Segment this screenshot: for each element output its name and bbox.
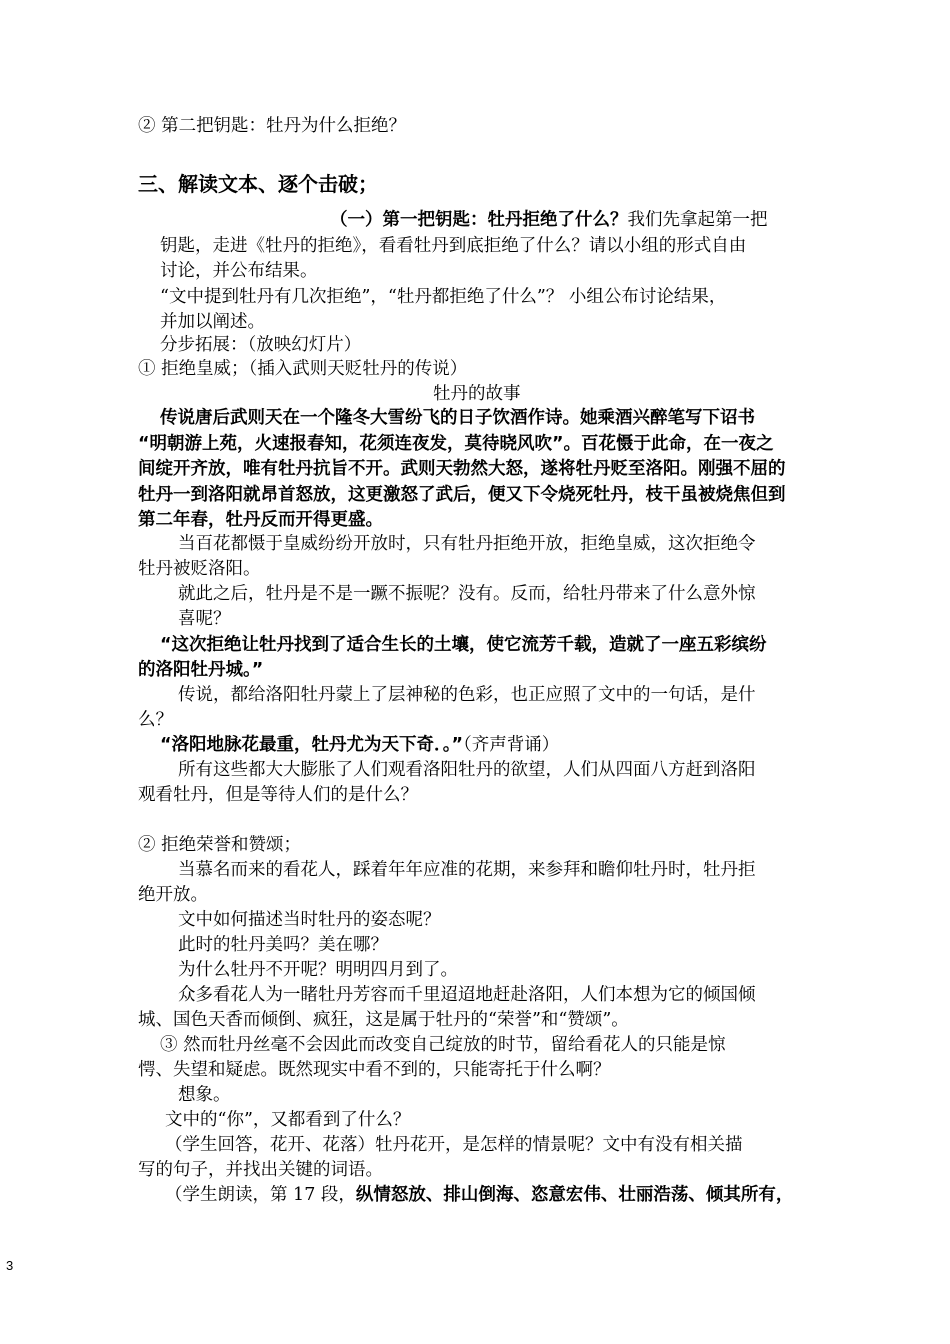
story-line: 第二年春，牡丹反而开得更盛。 xyxy=(138,510,383,530)
text-line: 此时的牡丹美吗？美在哪？ xyxy=(178,935,388,955)
text-span: 我们先拿起第一把 xyxy=(627,210,768,230)
text-line: 喜呢？ xyxy=(178,609,231,629)
text-line: 为什么牡丹不开呢？明明四月到了。 xyxy=(178,960,458,980)
text-line: 文中如何描述当时牡丹的姿态呢？ xyxy=(178,910,441,930)
text-line xyxy=(165,1183,793,1207)
quote-line: 的洛阳牡丹城。” xyxy=(138,660,264,680)
quote-line: “这次拒绝让牡丹找到了适合生长的土壤，使它流芳千载，造就了一座五彩缤纷 xyxy=(160,635,767,655)
text-line: ③ 然而牡丹丝毫不会因此而改变自己绽放的时节，留给看花人的只能是惊 xyxy=(160,1035,726,1055)
quote-span: “洛阳地脉花最重，牡丹尤为天下奇．。” xyxy=(160,735,464,755)
text-line: 讨论，并公布结果。 xyxy=(160,261,318,281)
story-title: 牡丹的故事 xyxy=(433,384,521,404)
text-line: 写的句子，并找出关键的词语。 xyxy=(138,1160,383,1180)
text-line: 牡丹被贬洛阳。 xyxy=(138,559,261,579)
story-line: “明朝游上苑，火速报春知，花须连夜发，莫待晓风吹”。百花慑于此命，在一夜之 xyxy=(138,434,774,454)
text-line: 分步拓展：（放映幻灯片） xyxy=(160,335,362,355)
text-line: 钥匙，走进《牡丹的拒绝》，看看牡丹到底拒绝了什么？请以小组的形式自由 xyxy=(160,236,747,256)
text-line: 绝开放。 xyxy=(138,885,208,905)
text-line: “文中提到牡丹有几次拒绝”，“牡丹都拒绝了什么”？ 小组公布讨论结果， xyxy=(160,287,727,307)
text-span: （学生朗读，第 17 段， xyxy=(165,1185,356,1205)
text-line: 传说，都给洛阳牡丹蒙上了层神秘的色彩，也正应照了文中的一句话，是什 xyxy=(178,685,756,705)
text-span: （齐声背诵） xyxy=(463,735,560,755)
text-line: 文中的“你”，又都看到了什么？ xyxy=(165,1110,411,1130)
text-line: 并加以阐述。 xyxy=(160,312,265,332)
text-line: ① 拒绝皇威；（插入武则天贬牡丹的传说） xyxy=(138,359,468,379)
text-line: ② 拒绝荣誉和赞颂； xyxy=(138,835,302,855)
keywords-span: 纵情怒放、排山倒海、恣意宏伟、壮丽浩荡、倾其所有， xyxy=(355,1185,794,1205)
text-line xyxy=(330,208,768,232)
section-heading: 三、解读文本、逐个击破； xyxy=(138,172,378,196)
text-line: 想象。 xyxy=(178,1085,231,1105)
story-line: 传说唐后武则天在一个隆冬大雪纷飞的日子饮酒作诗。她乘酒兴醉笔写下诏书 xyxy=(160,408,755,428)
page-number: 3 xyxy=(6,1258,14,1273)
text-line: 城、国色天香而倾倒、疯狂，这是属于牡丹的“荣誉”和“赞颂”。 xyxy=(138,1010,629,1030)
text-line: 就此之后，牡丹是不是一蹶不振呢？没有。反而，给牡丹带来了什么意外惊 xyxy=(178,584,756,604)
story-line: 牡丹一到洛阳就昂首怒放，这更激怒了武后，便又下令烧死牡丹，枝干虽被烧焦但到 xyxy=(138,485,786,505)
text-line: 愕、失望和疑虑。既然现实中看不到的，只能寄托于什么啊？ xyxy=(138,1060,611,1080)
text-line: 当百花都慑于皇威纷纷开放时，只有牡丹拒绝开放，拒绝皇威，这次拒绝令 xyxy=(178,534,756,554)
text-line: 所有这些都大大膨胀了人们观看洛阳牡丹的欲望，人们从四面八方赶到洛阳 xyxy=(178,760,756,780)
subheading: （一）第一把钥匙：牡丹拒绝了什么？ xyxy=(330,210,628,230)
text-line: 当慕名而来的看花人，踩着年年应准的花期，来参拜和瞻仰牡丹时，牡丹拒 xyxy=(178,860,756,880)
text-line: ② 第二把钥匙：牡丹为什么拒绝？ xyxy=(138,116,407,136)
text-line: 众多看花人为一睹牡丹芳容而千里迢迢地赶赴洛阳，人们本想为它的倾国倾 xyxy=(178,985,756,1005)
story-line: 间绽开齐放，唯有牡丹抗旨不开。武则天勃然大怒，遂将牡丹贬至洛阳。刚强不屈的 xyxy=(138,459,786,479)
text-line: 么？ xyxy=(138,710,173,730)
text-line: 观看牡丹，但是等待人们的是什么？ xyxy=(138,785,418,805)
text-line xyxy=(160,733,559,757)
text-line: （学生回答，花开、花落）牡丹花开，是怎样的情景呢？文中有没有相关描 xyxy=(165,1135,743,1155)
